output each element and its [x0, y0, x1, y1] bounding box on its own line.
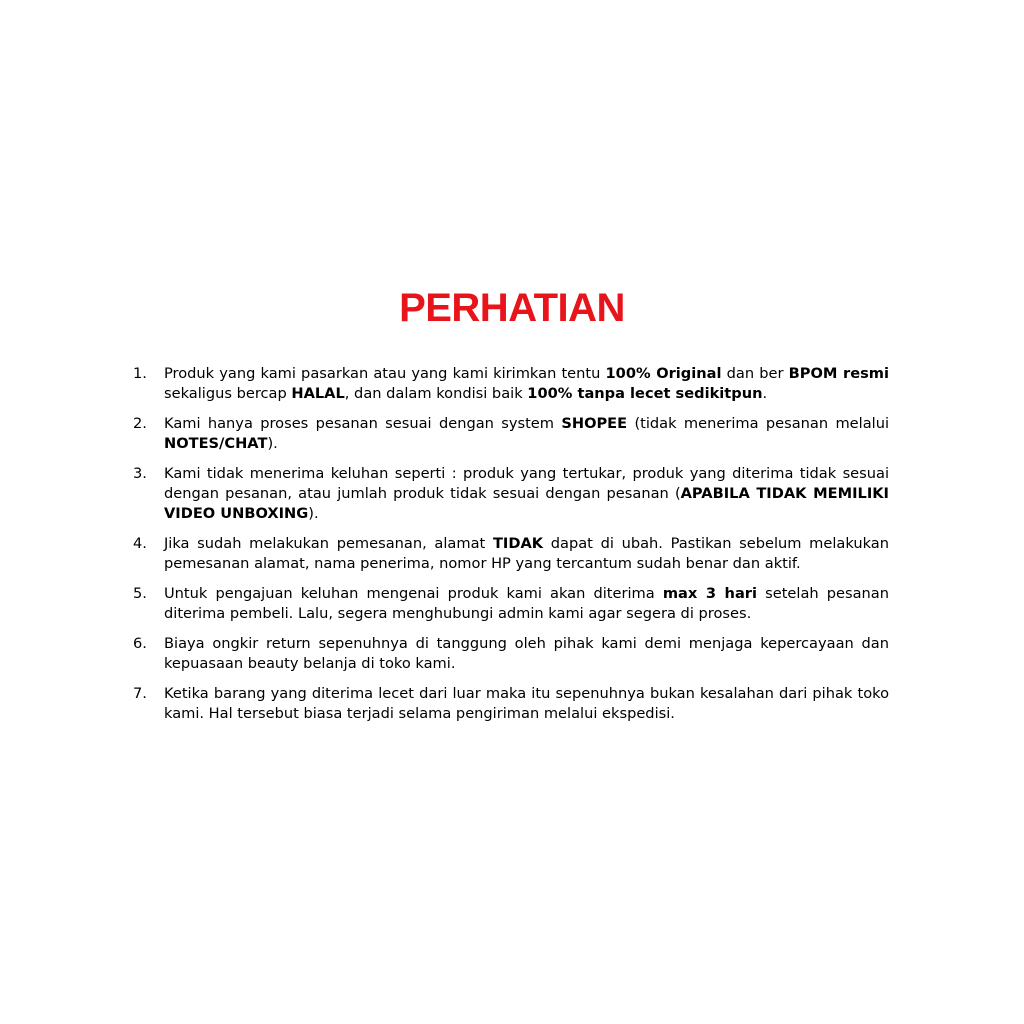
body-text: ). [308, 505, 319, 522]
notice-item-number: 5. [133, 585, 147, 602]
body-text: Ketika barang yang diterima lecet dari luar maka itu sepenuhnya bukan kesalahan dari pihak toko kami. Hal tersebut biasa terjadi selama pengiriman melalui ekspedisi. [164, 685, 889, 722]
emphasis-text: BPOM resmi [788, 365, 889, 382]
page-title: PERHATIAN [399, 286, 625, 330]
body-text: dapat di ubah. Pastikan sebelum melakukan pemesanan alamat, nama penerima, nomor HP yang tercantum sudah benar dan aktif. [164, 535, 889, 572]
notice-item-text [164, 635, 889, 672]
body-text: , dan dalam kondisi baik [344, 385, 528, 402]
body-text: Biaya ongkir return sepenuhnya di tanggung oleh pihak kami demi menjaga kepercayaan dan kepuasaan beauty belanja di toko kami. [164, 635, 889, 672]
body-text: setelah pesanan diterima pembeli. Lalu, segera menghubungi admin kami agar segera di proses. [164, 585, 889, 622]
body-text: dan ber [721, 365, 789, 382]
notice-item-number: 2. [133, 415, 147, 432]
notice-item-number: 6. [133, 635, 147, 652]
notice-item [133, 364, 889, 404]
notice-item-text [164, 415, 889, 452]
notice-item [133, 464, 889, 524]
notice-item [133, 584, 889, 624]
notice-item-number: 7. [133, 685, 147, 702]
body-text: Untuk pengajuan keluhan mengenai produk kami akan diterima [164, 585, 663, 602]
emphasis-text: HALAL [291, 385, 345, 402]
notice-item-number: 3. [133, 465, 147, 482]
notice-list [133, 364, 889, 734]
body-text: Jika sudah melakukan pemesanan, alamat [164, 535, 493, 552]
body-text: Kami tidak menerima keluhan seperti : produk yang tertukar, produk yang diterima tidak sesuai dengan pesanan, atau jumlah produk tidak sesuai dengan pesanan ( [164, 465, 889, 502]
notice-item-number: 4. [133, 535, 147, 552]
notice-item [133, 684, 889, 724]
body-text: Produk yang kami pasarkan atau yang kami kirimkan tentu [164, 365, 606, 382]
emphasis-text: max 3 hari [662, 585, 757, 602]
notice-item-number: 1. [133, 365, 147, 382]
body-text: (tidak menerima pesanan melalui [627, 415, 890, 432]
notice-item [133, 634, 889, 674]
notice-item-text [164, 365, 889, 402]
body-text: sekaligus bercap [164, 385, 292, 402]
notice-item-text [164, 535, 889, 572]
emphasis-text: TIDAK [492, 535, 544, 552]
emphasis-text: SHOPEE [561, 415, 628, 432]
emphasis-text: NOTES/CHAT [164, 435, 268, 452]
body-text: Kami hanya proses pesanan sesuai dengan system [164, 415, 562, 432]
emphasis-text: 100% tanpa lecet sedikitpun [527, 385, 763, 402]
body-text: ). [267, 435, 278, 452]
notice-item-text [164, 465, 889, 522]
notice-item-text [164, 685, 889, 722]
emphasis-text: APABILA TIDAK MEMILIKI VIDEO UNBOXING [164, 485, 889, 522]
notice-item-text [164, 585, 889, 622]
emphasis-text: 100% Original [605, 365, 722, 382]
notice-item [133, 414, 889, 454]
body-text: . [762, 385, 768, 402]
notice-item [133, 534, 889, 574]
